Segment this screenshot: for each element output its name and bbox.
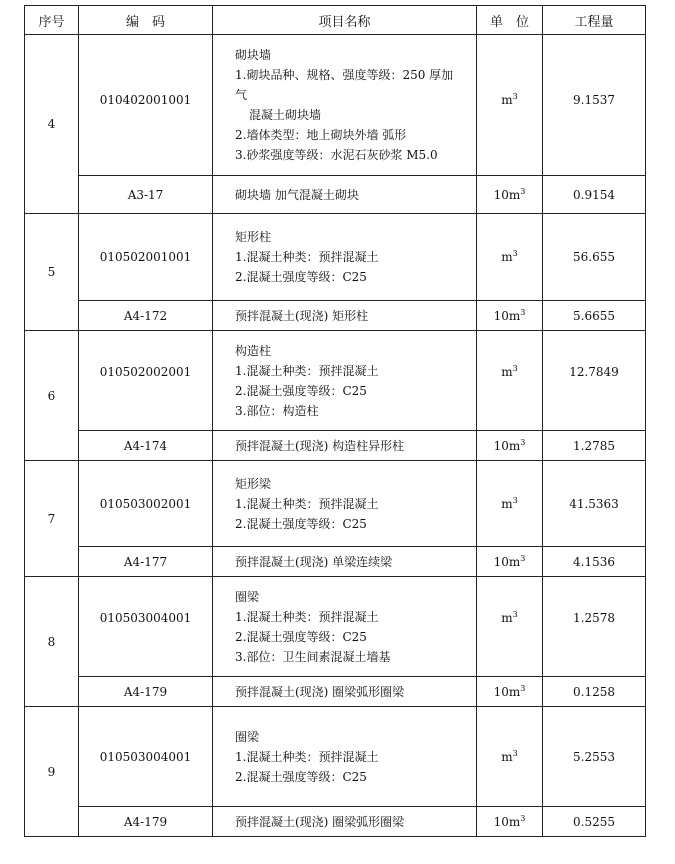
- unit-text: m: [501, 365, 513, 379]
- quantity-wrap: [543, 331, 645, 379]
- table-body: [25, 35, 646, 837]
- item-feature: 1.混凝土种类：预拌混凝土: [235, 609, 379, 624]
- quota-name-cell: [213, 301, 477, 331]
- table-row-sub: [25, 301, 646, 331]
- table-row: [25, 577, 646, 677]
- header-seq: 序号: [25, 6, 79, 35]
- unit-exponent: 3: [512, 364, 518, 373]
- quantity-cell: [543, 214, 646, 301]
- quota-name-text: 预拌混凝土(现浇) 圈梁弧形圈梁: [235, 684, 405, 699]
- quota-code-cell: A4-172: [79, 301, 213, 331]
- quantity-cell: [543, 461, 646, 547]
- unit-cell: [477, 214, 543, 301]
- quota-unit-text: 10m: [493, 554, 521, 569]
- quota-unit-cell: [477, 176, 543, 214]
- code-text: 010502002001: [99, 365, 192, 379]
- quota-unit-exponent: 3: [520, 186, 526, 196]
- item-feature: 2.混凝土强度等级：C25: [235, 383, 367, 398]
- quantity-cell: [543, 577, 646, 677]
- quota-name-text: 砌块墙 加气混凝土砌块: [235, 187, 359, 202]
- description-lines: [213, 45, 468, 165]
- unit-text: m: [501, 496, 513, 511]
- quota-name-text: 预拌混凝土(现浇) 矩形柱: [235, 308, 369, 323]
- quota-code-cell: A3-17: [79, 176, 213, 214]
- quota-unit-text: 10m: [493, 308, 521, 323]
- unit-wrap: [501, 250, 517, 264]
- header-unit: 单 位: [477, 6, 543, 35]
- item-feature: 2.混凝土强度等级：C25: [235, 516, 367, 531]
- item-feature: 2.混凝土强度等级：C25: [235, 769, 367, 784]
- quota-unit-exponent: 3: [520, 683, 526, 693]
- item-description: [213, 214, 477, 301]
- unit-wrap: [501, 750, 517, 764]
- item-feature: 1.混凝土种类：预拌混凝土: [235, 749, 379, 764]
- quota-unit-cell: [477, 677, 543, 707]
- code-text: 010503004001: [99, 611, 192, 625]
- quantity-text: 9.1537: [573, 93, 615, 107]
- item-title: 圈梁: [235, 589, 260, 604]
- quota-unit-text: 10m: [493, 684, 521, 699]
- table-row-sub: [25, 431, 646, 461]
- quota-unit-text: 10m: [493, 438, 521, 453]
- item-feature: 3.砂浆强度等级：水泥石灰砂浆 M5.0: [235, 148, 438, 162]
- item-description: [213, 331, 477, 431]
- quota-unit-exponent: 3: [520, 437, 526, 447]
- header-name: 项目名称: [213, 6, 477, 35]
- unit-cell: [477, 707, 543, 807]
- unit-text: m: [501, 93, 513, 107]
- unit-exponent: 3: [512, 249, 518, 258]
- quantity-wrap: [543, 35, 645, 107]
- seq-cell: 9: [25, 707, 79, 837]
- unit-exponent: 3: [512, 610, 518, 619]
- item-title: 圈梁: [235, 729, 260, 744]
- code-cell: [79, 461, 213, 547]
- unit-exponent: 3: [512, 495, 518, 505]
- code-wrap: [79, 577, 212, 625]
- quota-name-text: 预拌混凝土(现浇) 圈梁弧形圈梁: [235, 814, 405, 829]
- item-feature: 1.混凝土种类：预拌混凝土: [235, 363, 379, 378]
- quantity-cell: [543, 35, 646, 176]
- quantity-cell: [543, 331, 646, 431]
- item-title: 矩形柱: [235, 230, 272, 244]
- quota-name-wrap: [213, 812, 468, 832]
- quota-code-cell: A4-179: [79, 677, 213, 707]
- description-lines: [213, 727, 468, 787]
- seq-cell: 7: [25, 461, 79, 577]
- item-feature: 1.砌块品种、规格、强度等级：250 厚加气: [235, 68, 454, 102]
- item-feature: 3.部位：卫生间素混凝土墙基: [235, 649, 391, 664]
- header-qty: 工程量: [543, 6, 646, 35]
- quota-unit-text: 10m: [493, 187, 521, 202]
- item-description: [213, 577, 477, 677]
- code-text: 010502001001: [99, 250, 192, 264]
- quantity-text: 12.7849: [569, 365, 619, 379]
- code-wrap: [79, 35, 212, 107]
- quota-quantity-cell: 0.5255: [543, 807, 646, 837]
- quota-code-cell: A4-174: [79, 431, 213, 461]
- table-row: [25, 707, 646, 807]
- quota-name-cell: [213, 677, 477, 707]
- quantity-wrap: [543, 577, 645, 625]
- item-feature: 2.混凝土强度等级：C25: [235, 629, 367, 644]
- seq-cell: 4: [25, 35, 79, 214]
- description-lines: [213, 227, 468, 287]
- description-lines: [213, 474, 468, 534]
- code-cell: [79, 214, 213, 301]
- quota-unit-exponent: 3: [520, 553, 526, 563]
- unit-wrap: [477, 35, 542, 107]
- unit-exponent: 3: [512, 92, 518, 101]
- item-feature: 2.混凝土强度等级：C25: [235, 270, 367, 284]
- table-row: [25, 214, 646, 301]
- unit-cell: [477, 577, 543, 677]
- code-text: 010402001001: [99, 93, 192, 107]
- unit-text: m: [501, 749, 513, 764]
- code-text: 010503004001: [99, 749, 192, 764]
- header-row: [25, 6, 646, 35]
- quota-name-text: 预拌混凝土(现浇) 构造柱异形柱: [235, 438, 405, 453]
- unit-wrap: [477, 577, 542, 625]
- quota-name-cell: [213, 547, 477, 577]
- quantity-text: 5.2553: [573, 749, 615, 764]
- unit-text: m: [501, 250, 513, 264]
- table-row-sub: [25, 807, 646, 837]
- quota-quantity-cell: 4.1536: [543, 547, 646, 577]
- item-description: [213, 35, 477, 176]
- quota-name-cell: [213, 176, 477, 214]
- code-cell: [79, 707, 213, 807]
- quota-name-wrap: [213, 436, 468, 456]
- code-cell: [79, 331, 213, 431]
- quota-unit-exponent: 3: [520, 813, 526, 823]
- unit-cell: [477, 35, 543, 176]
- seq-cell: 6: [25, 331, 79, 461]
- quantity-text: 1.2578: [573, 611, 615, 625]
- quantity-table: [24, 5, 646, 837]
- unit-wrap: [501, 497, 517, 511]
- quantity-cell: [543, 707, 646, 807]
- table-row-sub: [25, 547, 646, 577]
- table-row-sub: [25, 677, 646, 707]
- unit-cell: [477, 461, 543, 547]
- quota-code-cell: A4-179: [79, 807, 213, 837]
- quota-code-cell: A4-177: [79, 547, 213, 577]
- header-code: 编 码: [79, 6, 213, 35]
- quantity-text: 41.5363: [569, 496, 619, 511]
- code-cell: [79, 35, 213, 176]
- quota-unit-exponent: 3: [520, 307, 526, 317]
- unit-wrap: [477, 331, 542, 379]
- seq-cell: 8: [25, 577, 79, 707]
- quota-name-text: 预拌混凝土(现浇) 单梁连续梁: [235, 554, 393, 569]
- quota-name-cell: [213, 807, 477, 837]
- item-feature: 1.混凝土种类：预拌混凝土: [235, 250, 379, 264]
- seq-cell: 5: [25, 214, 79, 331]
- quota-quantity-cell: 5.6655: [543, 301, 646, 331]
- table-row-sub: [25, 176, 646, 214]
- quota-quantity-cell: 1.2785: [543, 431, 646, 461]
- quota-quantity-cell: 0.9154: [543, 176, 646, 214]
- table-row: [25, 35, 646, 176]
- quota-name-wrap: [213, 552, 468, 572]
- item-title: 构造柱: [235, 343, 272, 358]
- item-description: [213, 707, 477, 807]
- quota-unit-cell: [477, 431, 543, 461]
- code-cell: [79, 577, 213, 677]
- quantity-text: 56.655: [573, 250, 615, 264]
- code-text: 010503002001: [99, 496, 192, 511]
- table-row: [25, 331, 646, 431]
- quota-unit-cell: [477, 547, 543, 577]
- unit-exponent: 3: [512, 748, 518, 758]
- table-row: [25, 461, 646, 547]
- item-feature: 混凝土砌块墙: [249, 108, 322, 122]
- item-title: 砌块墙: [235, 48, 272, 62]
- unit-cell: [477, 331, 543, 431]
- item-feature: 2.墙体类型：地上砌块外墙 弧形: [235, 128, 407, 142]
- description-lines: [213, 341, 468, 421]
- code-wrap: [79, 331, 212, 379]
- quota-name-cell: [213, 431, 477, 461]
- quota-unit-cell: [477, 301, 543, 331]
- quota-name-wrap: [213, 682, 468, 702]
- quota-unit-cell: [477, 807, 543, 837]
- item-title: 矩形梁: [235, 476, 272, 491]
- quota-name-wrap: [213, 306, 468, 326]
- unit-text: m: [501, 611, 513, 625]
- item-description: [213, 461, 477, 547]
- item-feature: 1.混凝土种类：预拌混凝土: [235, 496, 379, 511]
- quota-name-wrap: [213, 185, 468, 205]
- quota-unit-text: 10m: [493, 814, 521, 829]
- description-lines: [213, 587, 468, 667]
- item-feature: 3.部位：构造柱: [235, 403, 319, 418]
- quota-quantity-cell: 0.1258: [543, 677, 646, 707]
